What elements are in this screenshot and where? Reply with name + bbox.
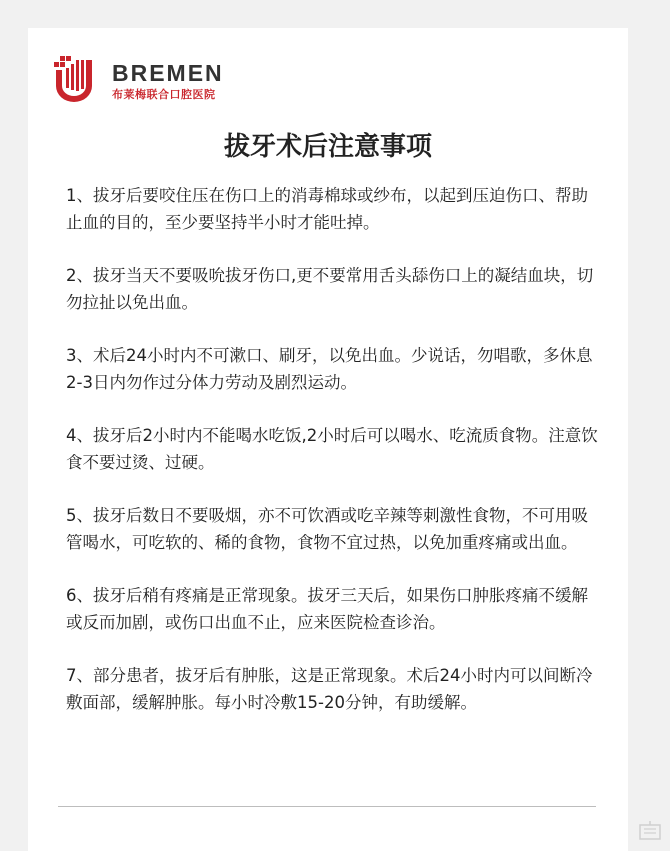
bottom-divider: [58, 806, 596, 807]
brand-logo: [54, 56, 264, 104]
instruction-item: 5、拔牙后数日不要吸烟，亦不可饮酒或吃辛辣等刺激性食物，不可用吸管喝水，可吃软的、稀的食物，食物不宜过热，以免加重疼痛或出血。: [66, 506, 588, 552]
bremen-u-logo-icon: [54, 56, 100, 102]
instruction-item: 7、部分患者，拔牙后有肿胀，这是正常现象。术后24小时内可以间断冷敷面部，缓解肿胀。每小时冷敷15-20分钟，有助缓解。: [66, 666, 593, 712]
brand-name-en: BREMEN: [112, 60, 224, 86]
watermark-icon: [636, 817, 664, 845]
brand-name-cn: 布莱梅联合口腔医院: [112, 88, 216, 101]
instruction-item: 1、拔牙后要咬住压在伤口上的消毒棉球或纱布，以起到压迫伤口、帮助止血的目的，至少要坚持半小时才能吐掉。: [66, 186, 588, 232]
instruction-item: 4、拔牙后2小时内不能喝水吃饭,2小时后可以喝水、吃流质食物。注意饮食不要过烫、过硬。: [66, 426, 598, 472]
document-card: [28, 28, 628, 851]
instruction-item: 6、拔牙后稍有疼痛是正常现象。拔牙三天后，如果伤口肿胀疼痛不缓解或反而加剧，或伤口出血不止，应来医院检查诊治。: [66, 586, 588, 632]
instruction-item: 3、术后24小时内不可漱口、刷牙，以免出血。少说话，勿唱歌，多休息2-3日内勿作过分体力劳动及剧烈运动。: [66, 346, 593, 392]
page-title: 拔牙术后注意事项: [223, 132, 432, 162]
instruction-list: [66, 182, 598, 716]
instruction-item: 2、拔牙当天不要吸吮拔牙伤口,更不要常用舌头舔伤口上的凝结血块，切勿拉扯以免出血。: [66, 266, 594, 312]
